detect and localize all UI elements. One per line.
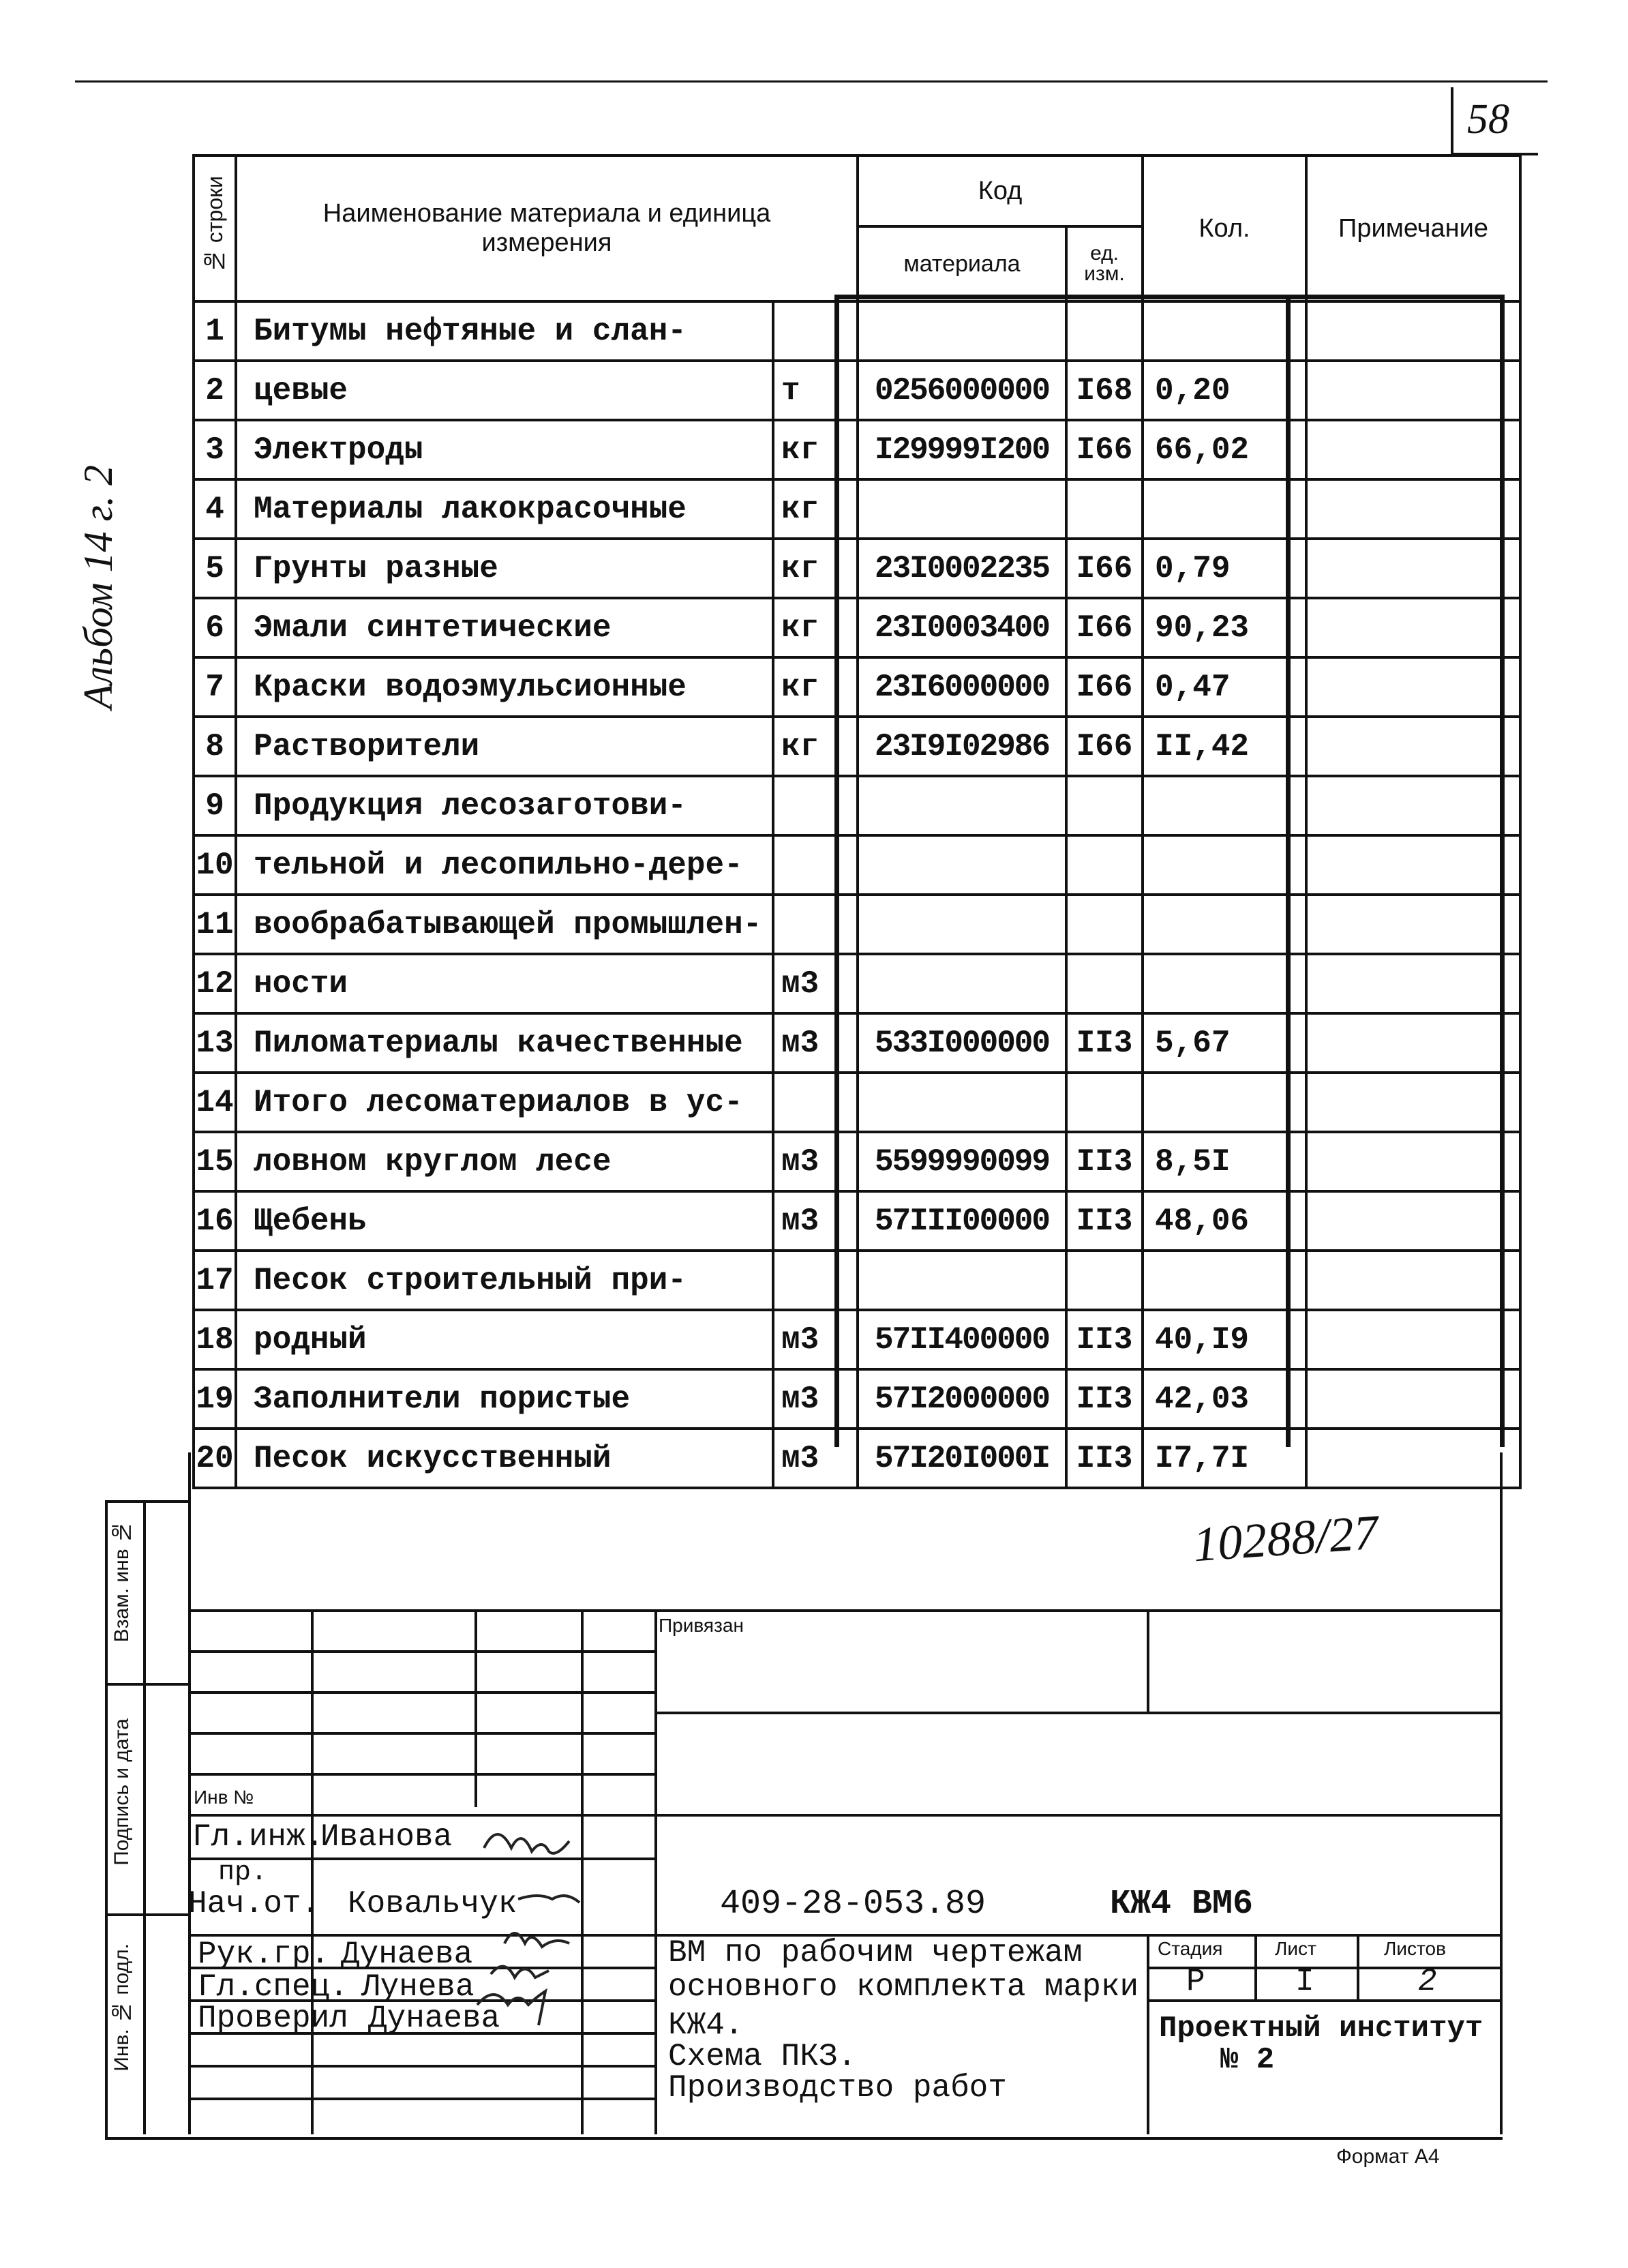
- row-number: 7: [194, 657, 236, 717]
- note-cell: [1306, 539, 1520, 598]
- unit-of-measure: м3: [773, 954, 858, 1013]
- note-cell: [1306, 1251, 1520, 1310]
- material-code: 57II400000: [858, 1310, 1066, 1369]
- note-cell: [1306, 479, 1520, 539]
- stage-label: Стадия: [1158, 1938, 1223, 1959]
- material-code: 57I20I000I: [858, 1429, 1066, 1488]
- material-code: 23I0003400: [858, 598, 1066, 657]
- unit-of-measure: [773, 301, 858, 361]
- row-number: 13: [194, 1013, 236, 1073]
- unit-of-measure: кг: [773, 598, 858, 657]
- role-3: Нач.от.: [188, 1886, 320, 1922]
- note-cell: [1306, 1429, 1520, 1488]
- side-inner-line: [143, 1500, 146, 2134]
- material-code: 57I2000000: [858, 1369, 1066, 1429]
- material-code: [858, 835, 1066, 895]
- note-cell: [1306, 301, 1520, 361]
- row-number: 17: [194, 1251, 236, 1310]
- material-name: Продукция лесозаготови-: [236, 776, 773, 835]
- tb-col-1: [311, 1609, 314, 2134]
- note-cell: [1306, 657, 1520, 717]
- table-row: [194, 776, 1520, 835]
- role-6: Проверил: [198, 2001, 348, 2036]
- table-row: [194, 1013, 1520, 1073]
- note-cell: [1306, 1013, 1520, 1073]
- table-row: [194, 954, 1520, 1013]
- material-code: 23I6000000: [858, 657, 1066, 717]
- table-row: [194, 420, 1520, 479]
- description-line-5: Производство работ: [668, 2070, 1007, 2106]
- tb-privyazan-bottom: [654, 1712, 1503, 1714]
- material-code: [858, 1073, 1066, 1132]
- material-name: родный: [236, 1310, 773, 1369]
- tb-stage-divider: [1147, 1934, 1149, 2134]
- unit-of-measure: кг: [773, 479, 858, 539]
- tb-stage-col-1: [1254, 1934, 1257, 1999]
- unit-of-measure: [773, 1251, 858, 1310]
- quantity: 5,67: [1143, 1013, 1306, 1073]
- quantity: 8,5I: [1143, 1132, 1306, 1191]
- quantity: [1143, 1073, 1306, 1132]
- tb-privyazan-divider: [1147, 1609, 1149, 1712]
- unit-code: II3: [1066, 1369, 1143, 1429]
- side-divider-2: [105, 1913, 188, 1916]
- unit-of-measure: кг: [773, 539, 858, 598]
- table-row: [194, 598, 1520, 657]
- unit-of-measure: кг: [773, 420, 858, 479]
- institute-line-2: № 2: [1220, 2043, 1275, 2077]
- sheets-value: 2: [1418, 1964, 1437, 1999]
- tb-row-1: [188, 1650, 654, 1653]
- header-code-material: материала: [858, 226, 1066, 301]
- unit-code: [1066, 895, 1143, 954]
- quantity: 0,20: [1143, 361, 1306, 420]
- quantity: 0,47: [1143, 657, 1306, 717]
- material-code: [858, 954, 1066, 1013]
- tb-row-5: [188, 1814, 1503, 1817]
- quantity: [1143, 479, 1306, 539]
- thick-border-qty-right: [1286, 295, 1291, 1447]
- role-6-name: Дунаева: [368, 2001, 500, 2036]
- material-name: Битумы нефтяные и слан-: [236, 301, 773, 361]
- unit-code: II3: [1066, 1310, 1143, 1369]
- page-number: 58: [1467, 96, 1509, 143]
- tb-col-2: [474, 1609, 477, 1807]
- material-code: I29999I200: [858, 420, 1066, 479]
- album-note: Альбом 14 г. 2: [76, 464, 121, 709]
- unit-code: [1066, 1073, 1143, 1132]
- header-name: Наименование материала и единица измерения: [236, 155, 858, 301]
- table-row: [194, 717, 1520, 776]
- unit-code: [1066, 954, 1143, 1013]
- quantity: 66,02: [1143, 420, 1306, 479]
- unit-of-measure: м3: [773, 1191, 858, 1251]
- unit-code: [1066, 301, 1143, 361]
- header-row-no: № строки: [194, 155, 236, 301]
- material-name: ности: [236, 954, 773, 1013]
- material-name: Электроды: [236, 420, 773, 479]
- unit-of-measure: [773, 835, 858, 895]
- inv-no-label: Инв №: [194, 1787, 254, 1808]
- unit-code: I66: [1066, 598, 1143, 657]
- note-cell: [1306, 1369, 1520, 1429]
- table-row: [194, 835, 1520, 895]
- row-number: 12: [194, 954, 236, 1013]
- materials-table: [192, 154, 1522, 1489]
- tb-row-2: [188, 1691, 654, 1694]
- material-name: Растворители: [236, 717, 773, 776]
- doc-code: 409-28-053.89: [720, 1885, 986, 1924]
- material-code: 57III00000: [858, 1191, 1066, 1251]
- material-name: тельной и лесопильно-дере-: [236, 835, 773, 895]
- unit-of-measure: т: [773, 361, 858, 420]
- note-cell: [1306, 1191, 1520, 1251]
- quantity: [1143, 301, 1306, 361]
- table-row: [194, 1251, 1520, 1310]
- stage-value: Р: [1186, 1964, 1205, 1999]
- material-code: 533I000000: [858, 1013, 1066, 1073]
- role-1-name: Иванова: [320, 1819, 453, 1855]
- tb-row-11: [188, 2065, 654, 2068]
- unit-code: I66: [1066, 717, 1143, 776]
- header-qty: Кол.: [1143, 155, 1306, 301]
- material-code: 5599990099: [858, 1132, 1066, 1191]
- tb-row-12: [188, 2098, 654, 2100]
- note-cell: [1306, 1132, 1520, 1191]
- row-number: 4: [194, 479, 236, 539]
- unit-code: [1066, 479, 1143, 539]
- table-row: [194, 539, 1520, 598]
- unit-code: I66: [1066, 657, 1143, 717]
- table-row: [194, 301, 1520, 361]
- unit-of-measure: [773, 1073, 858, 1132]
- unit-code: II3: [1066, 1013, 1143, 1073]
- row-number: 5: [194, 539, 236, 598]
- note-cell: [1306, 895, 1520, 954]
- note-cell: [1306, 361, 1520, 420]
- privyazan-label: Привязан: [659, 1615, 744, 1636]
- material-name: вообрабатывающей промышлен-: [236, 895, 773, 954]
- quantity: 48,06: [1143, 1191, 1306, 1251]
- note-cell: [1306, 717, 1520, 776]
- unit-of-measure: м3: [773, 1013, 858, 1073]
- material-code: [858, 479, 1066, 539]
- label-podpis-data: Подпись и дата: [110, 1718, 133, 1866]
- material-name: Краски водоэмульсионные: [236, 657, 773, 717]
- unit-of-measure: м3: [773, 1429, 858, 1488]
- table-row: [194, 1429, 1520, 1488]
- unit-of-measure: м3: [773, 1310, 858, 1369]
- sheets-label: Листов: [1384, 1938, 1446, 1959]
- thick-border-right: [1500, 295, 1505, 1447]
- thick-border-header-bottom: [834, 295, 1505, 299]
- role-5-name: Лунева: [361, 1969, 474, 2005]
- role-4: Рук.гр.: [198, 1937, 330, 1972]
- label-inv-podl: Инв. № подл.: [110, 1943, 133, 2072]
- institute-line-1: Проектный институт: [1159, 2012, 1483, 2046]
- role-2: пр.: [218, 1857, 268, 1888]
- row-number: 19: [194, 1369, 236, 1429]
- quantity: [1143, 954, 1306, 1013]
- signatures: [470, 1814, 648, 2046]
- header-code-unit: ед. изм.: [1066, 226, 1143, 301]
- note-cell: [1306, 420, 1520, 479]
- label-vzam-inv: Взам. инв №: [110, 1521, 133, 1643]
- row-number: 1: [194, 301, 236, 361]
- material-name: Грунты разные: [236, 539, 773, 598]
- doc-mark: КЖ4 ВМ6: [1110, 1885, 1254, 1924]
- material-code: [858, 301, 1066, 361]
- unit-code: I66: [1066, 420, 1143, 479]
- table-row: [194, 361, 1520, 420]
- material-code: [858, 895, 1066, 954]
- table-row: [194, 657, 1520, 717]
- row-number: 9: [194, 776, 236, 835]
- unit-of-measure: [773, 776, 858, 835]
- quantity: II,42: [1143, 717, 1306, 776]
- quantity: [1143, 1251, 1306, 1310]
- quantity: [1143, 835, 1306, 895]
- tb-row-4: [188, 1773, 654, 1776]
- row-number: 15: [194, 1132, 236, 1191]
- archive-number: 10288/27: [1191, 1504, 1381, 1572]
- quantity: [1143, 895, 1306, 954]
- quantity: 40,I9: [1143, 1310, 1306, 1369]
- format-label: Формат А4: [1336, 2145, 1440, 2168]
- material-code: 23I9I02986: [858, 717, 1066, 776]
- row-number: 2: [194, 361, 236, 420]
- description-line-3: КЖ4.: [668, 2008, 744, 2043]
- unit-code: I68: [1066, 361, 1143, 420]
- quantity: 42,03: [1143, 1369, 1306, 1429]
- unit-code: [1066, 776, 1143, 835]
- unit-of-measure: м3: [773, 1132, 858, 1191]
- note-cell: [1306, 598, 1520, 657]
- row-number: 3: [194, 420, 236, 479]
- material-name: ловном круглом лесе: [236, 1132, 773, 1191]
- quantity: 90,23: [1143, 598, 1306, 657]
- frame-top-line: [75, 80, 1548, 83]
- table-row: [194, 1310, 1520, 1369]
- table-row: [194, 479, 1520, 539]
- note-cell: [1306, 1073, 1520, 1132]
- material-name: Песок искусственный: [236, 1429, 773, 1488]
- table-row: [194, 1369, 1520, 1429]
- row-number: 11: [194, 895, 236, 954]
- quantity: [1143, 776, 1306, 835]
- note-cell: [1306, 776, 1520, 835]
- tb-row-3: [188, 1732, 654, 1735]
- header-note: Примечание: [1306, 155, 1520, 301]
- material-name: Пиломатериалы качественные: [236, 1013, 773, 1073]
- material-code: [858, 1251, 1066, 1310]
- unit-code: II3: [1066, 1132, 1143, 1191]
- description-line-2: основного комплекта марки: [668, 1969, 1139, 2005]
- note-cell: [1306, 1310, 1520, 1369]
- sheet-value: I: [1295, 1964, 1314, 1999]
- material-code: [858, 776, 1066, 835]
- material-name: Итого лесоматериалов в ус-: [236, 1073, 773, 1132]
- note-cell: [1306, 954, 1520, 1013]
- description-line-4: Схема ПКЗ.: [668, 2039, 857, 2074]
- thick-border-code-left: [834, 295, 839, 1447]
- role-4-name: Дунаева: [341, 1937, 473, 1972]
- row-number: 20: [194, 1429, 236, 1488]
- material-code: 23I0002235: [858, 539, 1066, 598]
- tb-col-4: [654, 1609, 657, 2134]
- note-cell: [1306, 835, 1520, 895]
- row-number: 8: [194, 717, 236, 776]
- quantity: 0,79: [1143, 539, 1306, 598]
- material-name: Эмали синтетические: [236, 598, 773, 657]
- table-header-row: [194, 155, 1520, 226]
- material-name: Материалы лакокрасочные: [236, 479, 773, 539]
- row-number: 6: [194, 598, 236, 657]
- sheet-label: Лист: [1275, 1938, 1316, 1959]
- material-name: Заполнители пористые: [236, 1369, 773, 1429]
- unit-code: [1066, 1251, 1143, 1310]
- unit-code: II3: [1066, 1191, 1143, 1251]
- role-1: Гл.инж.: [192, 1819, 325, 1855]
- row-number: 18: [194, 1310, 236, 1369]
- unit-of-measure: м3: [773, 1369, 858, 1429]
- unit-of-measure: кг: [773, 657, 858, 717]
- description-line-1: ВМ по рабочим чертежам: [668, 1935, 1083, 1971]
- table-row: [194, 1073, 1520, 1132]
- unit-code: I66: [1066, 539, 1143, 598]
- row-number: 16: [194, 1191, 236, 1251]
- header-code: Код: [858, 155, 1143, 226]
- material-name: Песок строительный при-: [236, 1251, 773, 1310]
- unit-code: II3: [1066, 1429, 1143, 1488]
- row-number: 10: [194, 835, 236, 895]
- material-name: цевые: [236, 361, 773, 420]
- unit-of-measure: [773, 895, 858, 954]
- quantity: I7,7I: [1143, 1429, 1306, 1488]
- tb-stage-col-2: [1357, 1934, 1359, 1999]
- role-3-name: Ковальчук: [348, 1886, 517, 1922]
- unit-code: [1066, 835, 1143, 895]
- unit-of-measure: кг: [773, 717, 858, 776]
- material-name: Щебень: [236, 1191, 773, 1251]
- table-row: [194, 1191, 1520, 1251]
- role-5: Гл.спец.: [198, 1969, 348, 2005]
- row-number: 14: [194, 1073, 236, 1132]
- table-row: [194, 895, 1520, 954]
- side-divider-1: [105, 1683, 188, 1686]
- material-code: 0256000000: [858, 361, 1066, 420]
- table-row: [194, 1132, 1520, 1191]
- tb-stage-row-2: [1147, 1999, 1503, 2002]
